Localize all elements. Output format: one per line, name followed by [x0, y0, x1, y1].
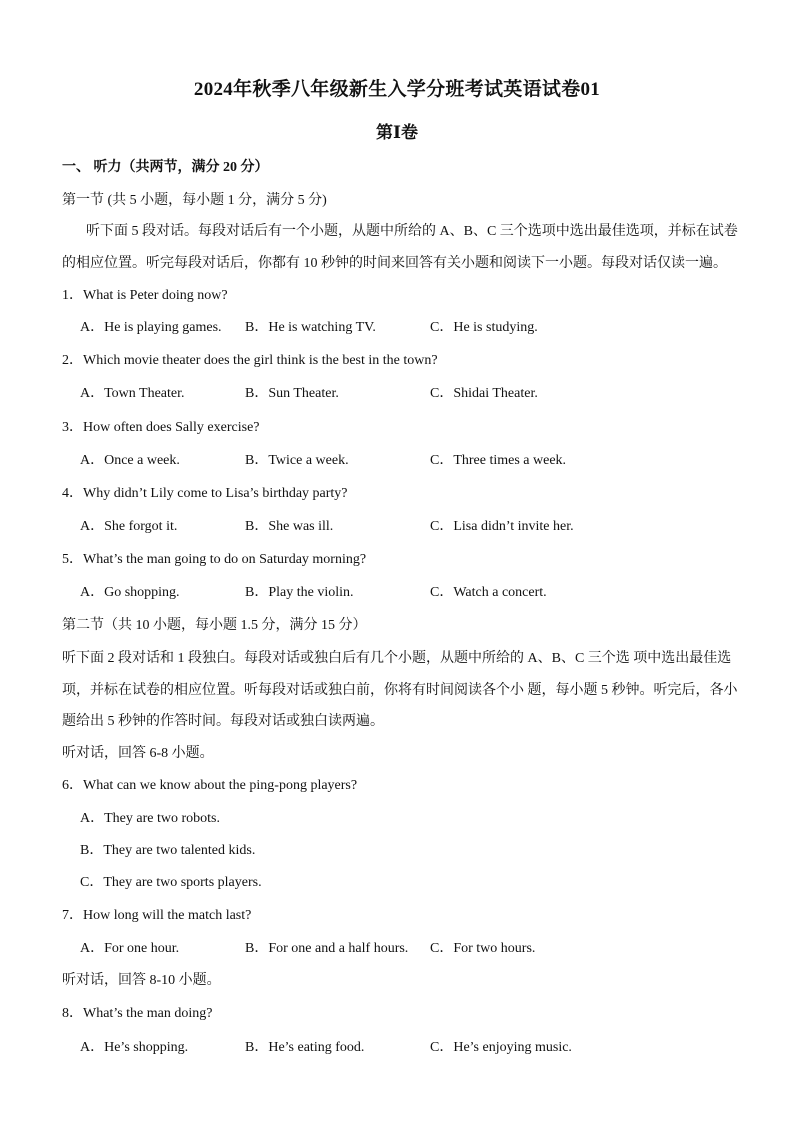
option-a: A．She forgot it.: [80, 519, 178, 534]
option-a: A．Go shopping.: [80, 585, 180, 600]
option-c: C．They are two sports players.: [80, 875, 262, 890]
part1-heading: 第一节 (共 5 小题，每小题 1 分，满分 5 分): [62, 193, 327, 208]
option-b: B．He is watching TV.: [245, 320, 376, 335]
question-stem: 2．Which movie theater does the girl think is the best in the town?: [62, 353, 438, 368]
option-c: C．Three times a week.: [430, 453, 567, 468]
part2-instruction-line3: 题给出 5 秒钟的作答时间。每段对话或独白读两遍。: [62, 714, 384, 729]
question-stem: 8．What’s the man doing?: [62, 1006, 213, 1021]
question-group-label: 听对话，回答 6-8 小题。: [62, 746, 214, 761]
option-b: B．Twice a week.: [245, 453, 349, 468]
option-c: C．Shidai Theater.: [430, 386, 538, 401]
option-b: B．She was ill.: [245, 519, 334, 534]
question-stem: 1．What is Peter doing now?: [62, 288, 228, 303]
question-stem: 7．How long will the match last?: [62, 908, 252, 923]
option-c: C．For two hours.: [430, 941, 536, 956]
question-stem: 6．What can we know about the ping-pong players?: [62, 778, 358, 793]
volume-title: 第Ⅰ卷: [376, 123, 418, 142]
part1-instruction-line1: 听下面 5 段对话。每段对话后有一个小题，从题中所给的 A、B、C 三个选项中选出最佳选项，并标在试卷: [86, 224, 738, 239]
option-b: B．For one and a half hours.: [245, 941, 409, 956]
section1-heading: 一、 听力（共两节，满分 20 分）: [62, 160, 269, 175]
option-b: B．Play the violin.: [245, 585, 354, 600]
option-b: B．They are two talented kids.: [80, 843, 256, 858]
exam-title: 2024年秋季八年级新生入学分班考试英语试卷01: [193, 79, 601, 100]
question-stem: 4．Why didn’t Lily come to Lisa’s birthday party?: [62, 486, 348, 501]
part2-instruction-line2: 项，并标在试卷的相应位置。听每段对话或独白前，你将有时间阅读各个小 题，每小题 5 秒钟。听完后，各小: [62, 683, 738, 698]
option-c: C．He’s enjoying music.: [430, 1040, 572, 1055]
option-a: A．Once a week.: [80, 453, 180, 468]
option-b: B．He’s eating food.: [245, 1040, 365, 1055]
option-b: B．Sun Theater.: [245, 386, 339, 401]
option-a: A．Town Theater.: [80, 386, 185, 401]
option-a: A．He’s shopping.: [80, 1040, 189, 1055]
part2-heading: 第二节（共 10 小题，每小题 1.5 分，满分 15 分）: [62, 618, 367, 633]
question-group-label: 听对话，回答 8-10 小题。: [62, 973, 221, 988]
option-c: C．Watch a concert.: [430, 585, 547, 600]
option-a: A．He is playing games.: [80, 320, 222, 335]
option-a: A．For one hour.: [80, 941, 180, 956]
part2-instruction-line1: 听下面 2 段对话和 1 段独白。每段对话或独白后有几个小题，从题中所给的 A、B、C 三个选 项中选出最佳选: [62, 651, 732, 666]
option-a: A．They are two robots.: [80, 811, 220, 826]
question-stem: 5．What’s the man going to do on Saturday morning?: [62, 552, 367, 567]
part1-instruction-line2: 的相应位置。听完每段对话后，你都有 10 秒钟的时间来回答有关小题和阅读下一小题。每段对话仅读一遍。: [62, 256, 727, 271]
option-c: C．He is studying.: [430, 320, 538, 335]
option-c: C．Lisa didn’t invite her.: [430, 519, 574, 534]
question-stem: 3．How often does Sally exercise?: [62, 420, 260, 435]
